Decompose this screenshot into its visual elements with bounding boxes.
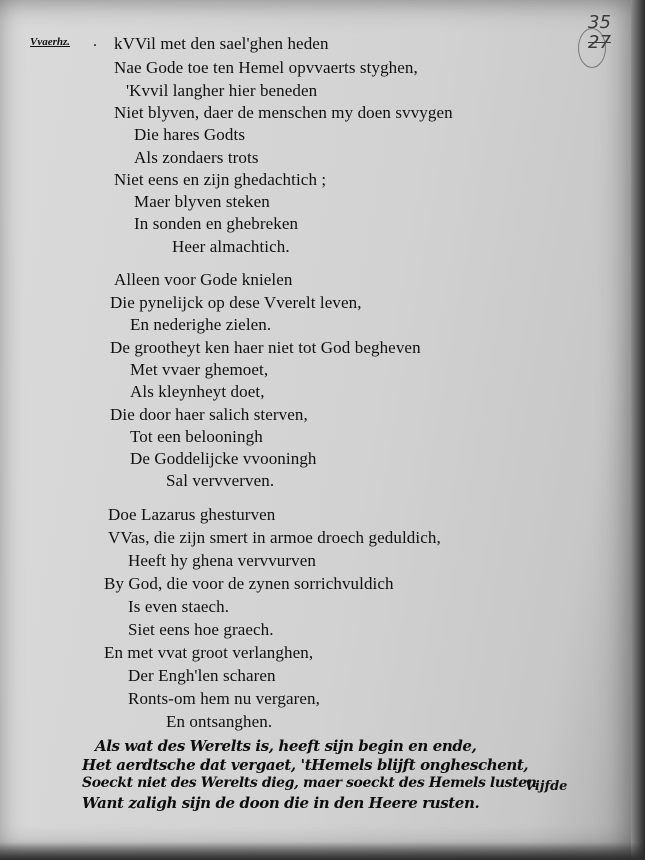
verse-line: De Goddelijcke vvooningh [130, 449, 317, 468]
verse-line: Maer blyven steken [134, 192, 270, 211]
verse-line: En ontsanghen. [166, 712, 273, 731]
ink-folio-number: 27 [588, 32, 611, 53]
verse-line: Als zondaers trots [134, 148, 259, 167]
page-bottom-edge-shadow [0, 842, 645, 860]
folio-circle-mark [578, 28, 606, 68]
verse-line: Heeft hy ghena vervvurven [128, 551, 317, 570]
verse-line: Niet eens en zijn ghedachtich ; [114, 170, 327, 189]
verse-line: Niet blyven, daer de menschen my doen svvygen [114, 103, 453, 122]
verse-line: Als kleynheyt doet, [130, 382, 265, 401]
margin-dot: . [93, 33, 97, 50]
verse-line: Ronts-om hem nu vergaren, [128, 689, 320, 708]
verse-line: Die door haer salich sterven, [110, 405, 308, 424]
speaker-label: Vvaerhz. [30, 36, 71, 48]
verse-line: Der Engh'len scharen [128, 666, 276, 685]
closing-line: Het aerdtsche dat vergaet, 'tHemels blijft ongheschent, [82, 756, 529, 774]
verse-line: Die hares Godts [134, 125, 246, 144]
verse-line: VVas, die zijn smert in armoe droech geduldich, [108, 528, 441, 547]
verse-line: Siet eens hoe graech. [128, 620, 274, 639]
verse-line: Nae Gode toe ten Hemel opvvaerts styghen, [114, 58, 418, 77]
verse-line: Doe Lazarus ghesturven [108, 505, 276, 524]
verse-line: Sal vervverven. [166, 471, 275, 490]
closing-line: Want zaligh sijn de doon die in den Heere rusten. [82, 794, 480, 812]
verse-line: En nederighe zielen. [130, 315, 272, 334]
closing-line: Soeckt niet des Werelts dieg, maer soeckt des Hemels lusten [82, 775, 537, 791]
verse-line: Tot een belooningh [130, 427, 263, 446]
closing-line: Als wat des Werelts is, heeft sijn begin en ende, [95, 737, 477, 755]
verse-line: Alleen voor Gode knielen [114, 270, 293, 289]
verse-line: Heer almachtich. [172, 237, 290, 256]
verse-line: Is even staech. [128, 597, 230, 616]
verse-line: Die pynelijck op dese Vverelt leven, [110, 293, 362, 312]
verse-line: By God, die voor de zynen sorrichvuldich [104, 574, 394, 593]
verse-line: 'Kvvil langher hier beneden [126, 81, 318, 100]
verse-line: kVVil met den sael'ghen heden [114, 34, 329, 53]
verse-line: In sonden en ghebreken [134, 214, 299, 233]
catchword: Vijfde [525, 779, 568, 794]
verse-line: De grootheyt ken haer niet tot God begheven [110, 338, 421, 357]
verse-line: Met vvaer ghemoet, [130, 360, 269, 379]
page-right-edge-shadow [631, 0, 645, 860]
verse-line: En met vvat groot verlanghen, [104, 643, 314, 662]
pencil-folio-number: 35 [588, 12, 611, 33]
